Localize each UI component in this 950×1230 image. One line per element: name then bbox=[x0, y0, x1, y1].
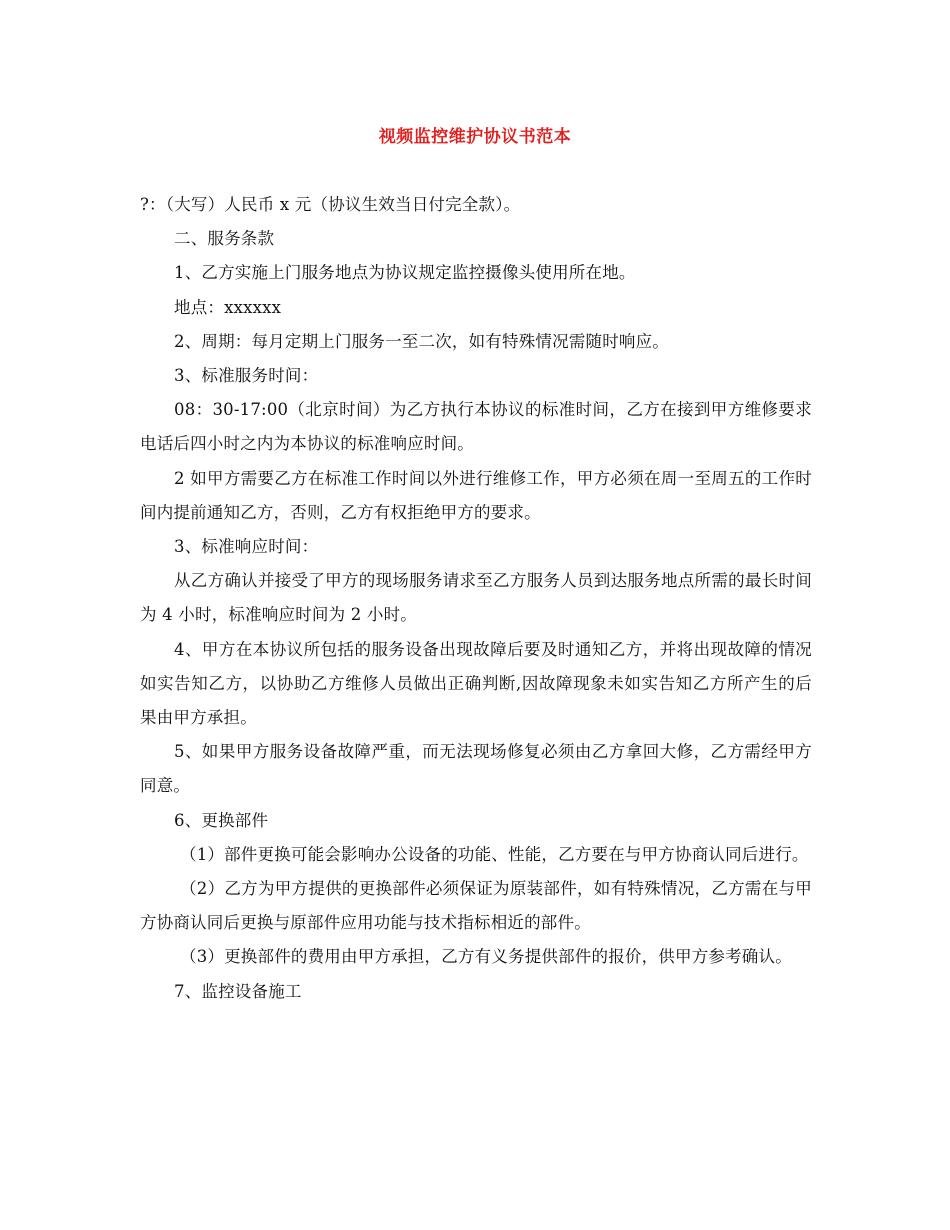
standard-service-time-text: 08：30-17:00（北京时间）为乙方执行本协议的标准时间，乙方在接到甲方维修要求电话后四小时之内为本协议的标准响应时间。 bbox=[140, 400, 812, 454]
clause-3-standard-service-time-heading: 3、标准服务时间： bbox=[174, 366, 319, 386]
parts-replacement-item-1: （1）部件更换可能会影响办公设备的功能、性能，乙方要在与甲方协商认同后进行。 bbox=[180, 844, 809, 864]
payment-amount-line: ?：（大写）人民币 x 元（协议生效当日付完全款）。 bbox=[140, 195, 521, 214]
clause-4-fault-notification: 4、甲方在本协议所包括的服务设备出现故障后要及时通知乙方，并将出现故障的情况如实告知乙方，以协助乙方维修人员做出正确判断,因故障现象未如实告知乙方所产生的后果由甲方承担。 bbox=[140, 639, 812, 728]
clause-7-installation-heading: 7、监控设备施工 bbox=[174, 981, 302, 1001]
service-address: 地点：xxxxxx bbox=[174, 297, 282, 317]
clause-2-service-period: 2、周期：每月定期上门服务一至二次，如有特殊情况需随时响应。 bbox=[174, 331, 669, 351]
clause-6-parts-replacement-heading: 6、更换部件 bbox=[174, 810, 269, 830]
clause-1-service-location: 1、乙方实施上门服务地点为协议规定监控摄像头使用所在地。 bbox=[174, 263, 636, 283]
parts-replacement-item-2: （2）乙方为甲方提供的更换部件必须保证为原装部件，如有特殊情况，乙方需在与甲方协商认同后更换与原部件应用功能与技术指标相近的部件。 bbox=[140, 879, 812, 933]
after-hours-service-text: 2 如甲方需要乙方在标准工作时间以外进行维修工作，甲方必须在周一至周五的工作时间内提前通知乙方，否则，乙方有权拒绝甲方的要求。 bbox=[140, 468, 812, 522]
standard-response-time-text: 从乙方确认并接受了甲方的现场服务请求至乙方服务人员到达服务地点所需的最长时间为 4 小时，标准响应时间为 2 小时。 bbox=[140, 571, 812, 625]
parts-replacement-item-3: （3）更换部件的费用由甲方承担，乙方有义务提供部件的报价，供甲方参考确认。 bbox=[180, 947, 792, 967]
section-heading-service-terms: 二、服务条款 bbox=[174, 229, 275, 249]
document-title: 视频监控维护协议书范本 bbox=[378, 127, 572, 147]
clause-3-standard-response-time-heading: 3、标准响应时间： bbox=[174, 537, 319, 557]
clause-5-major-repair: 5、如果甲方服务设备故障严重，而无法现场修复必须由乙方拿回大修，乙方需经甲方同意。 bbox=[140, 742, 812, 796]
document-body bbox=[140, 188, 812, 1009]
